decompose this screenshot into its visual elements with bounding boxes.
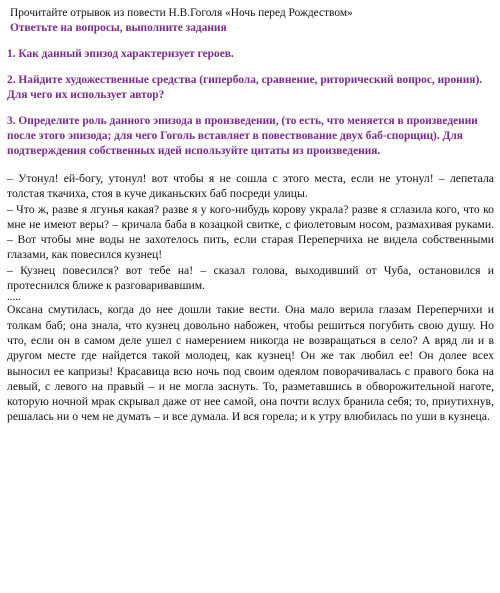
narrative-paragraph: Оксана смутилась, когда до нее дошли такие вести. Она мало верила глазам Переперчихи и толкам баб; она знала, что кузнец довольно набожен, чтобы решиться погубить свою душу. Но что, если он в самом деле ушел с намерением никогда не возвращаться в село? А вряд ли и в другом месте где найдется такой молодец, как кузнец! Он же так любил ее! Он долее всех выносил ее капризы! Красавица всю ночь под своим одеялом поворачивалась с правого бока на левый, с левого на правый – и не могла заснуть. То, разметавшись в обворожительной наготе, которую ночной мрак скрывал даже от нее самой, она почти вслух бранила себя; то, приутихнув, решалась ни о чем не думать – и все думала. И вся горела; и к утру влюбилась по уши в кузнеца.	[7, 303, 494, 424]
task-2: 2. Найдите художественные средства (гипербола, сравнение, риторический вопрос, ирония). Для чего их использует автор?	[7, 74, 483, 101]
dialogue-paragraph-3: – Кузнец повесился? вот тебе на! – сказал голова, выходивший от Чуба, остановился и протеснился ближе к разговаривавшим.	[7, 263, 494, 293]
intro-line-2: Ответьте на вопросы, выполните задания	[10, 22, 227, 34]
task-1: 1. Как данный эпизод характеризует героев.	[7, 48, 234, 60]
intro-line-1: Прочитайте отрывок из повести Н.В.Гоголя «Ночь перед Рождеством»	[10, 7, 353, 19]
intro-text	[10, 6, 494, 36]
ellipsis-separator: .....	[7, 291, 21, 304]
dialogue-paragraph-2: – Что ж, разве я лгунья какая? разве я у кого-нибудь корову украла? разве я сглазила кого, что ко мне не имеют веры? – кричала баба в козацкой свитке, с фиолетовым носом, размахивая руками. – Вот чтобы мне воды не захотелось пить, если старая Переперчиха не видела собственными глазами, как повесился кузнец!	[7, 202, 494, 262]
dialogue-paragraph-1: – Утонул! ей-богу, утонул! вот чтобы я не сошла с этого места, если не утонул! – лепетала толстая ткачиха, стоя в куче диканьских баб посреди улицы.	[7, 172, 494, 201]
task-3: 3. Определите роль данного эпизода в произведении, (то есть, что меняется в произведении после этого эпизода; для чего Гоголь вставляет в повествование двух баб-спорщиц). Для подтверждения собственных идей используйте цитаты из произведения.	[7, 115, 478, 157]
